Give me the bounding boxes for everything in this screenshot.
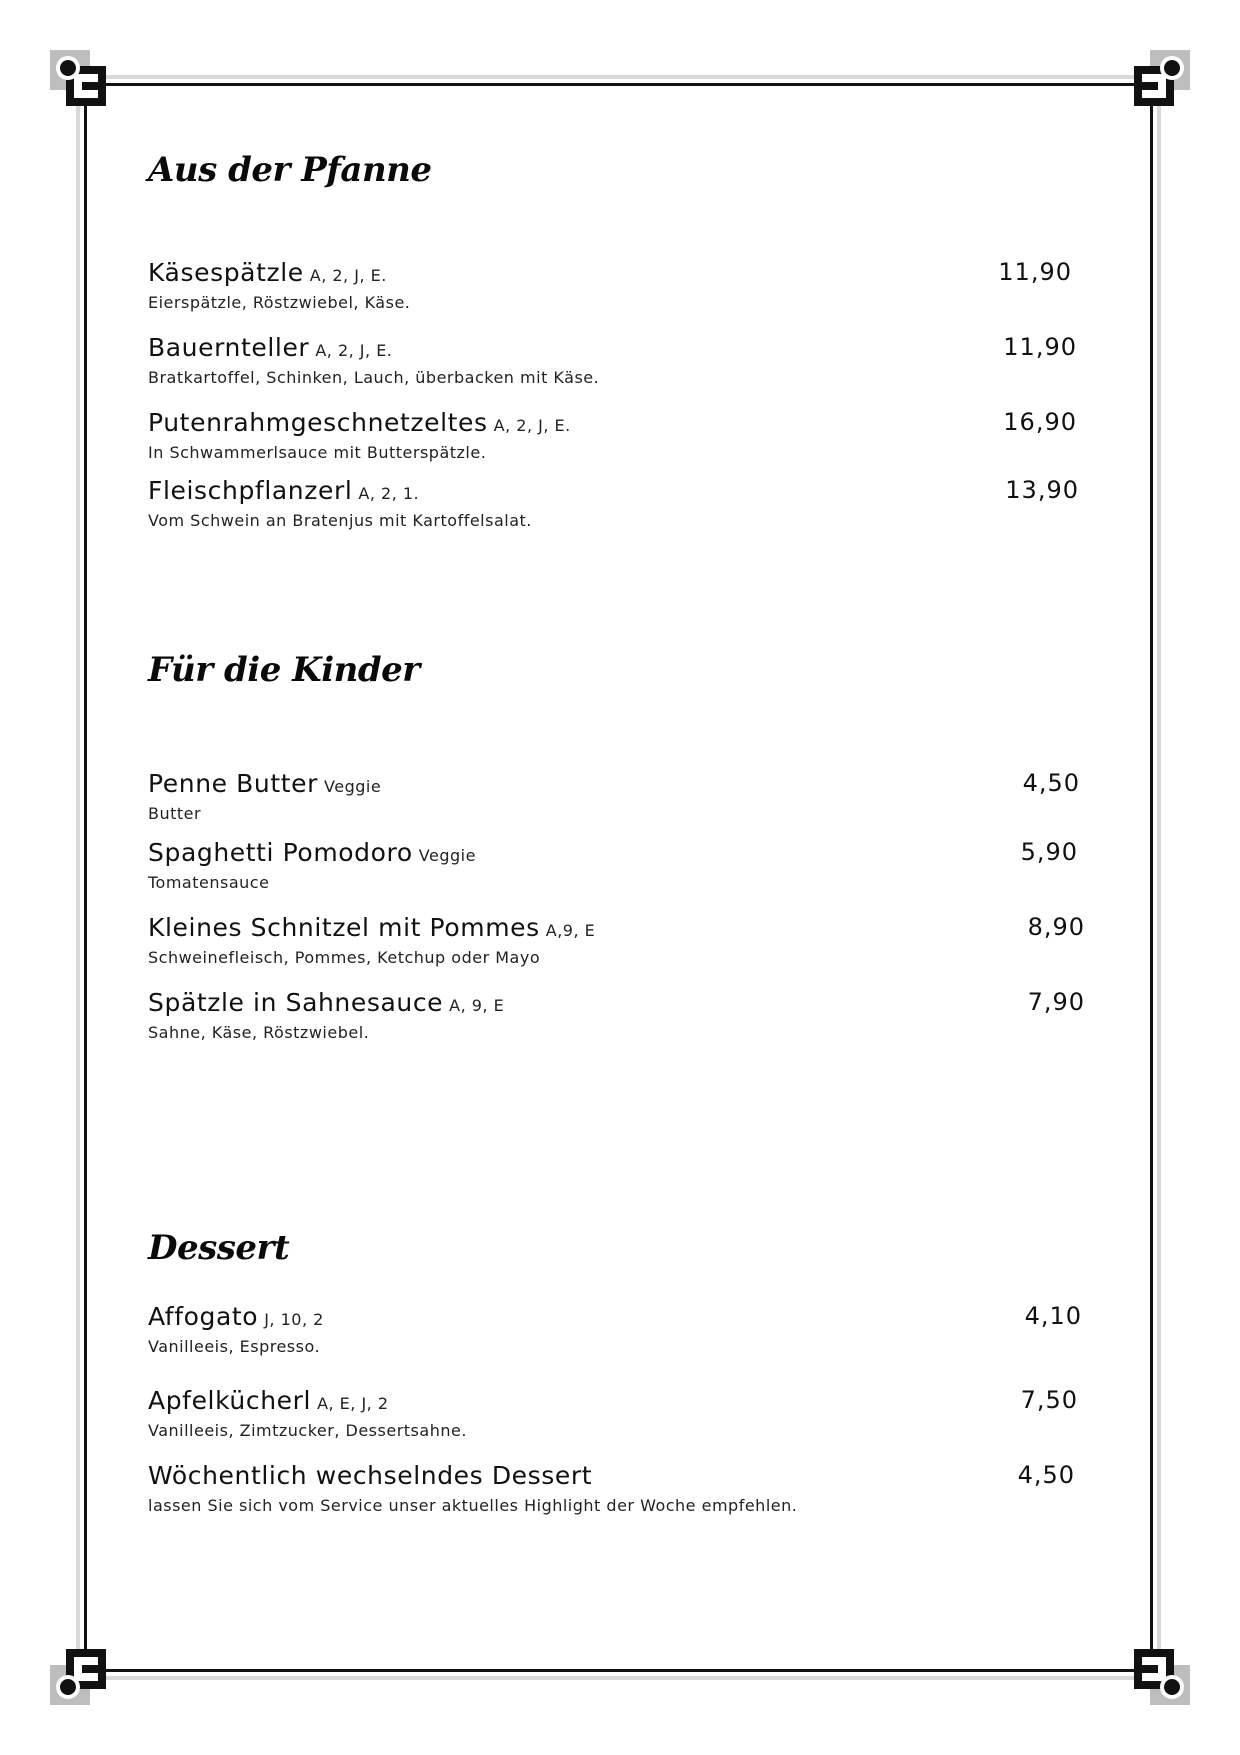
- item-description: Vanilleeis, Espresso.: [148, 1337, 321, 1356]
- corner-ornament-bottom-right: [1126, 1641, 1190, 1705]
- menu-item: [148, 1386, 1088, 1440]
- item-price: 11,90: [998, 258, 1072, 286]
- item-price: 11,90: [1003, 333, 1077, 361]
- item-name: Spaghetti Pomodoro: [148, 838, 413, 867]
- item-price: 4,10: [1024, 1302, 1082, 1330]
- section-title: Aus der Pfanne: [148, 150, 432, 190]
- item-name: Fleischpflanzerl: [148, 476, 353, 505]
- item-description: Sahne, Käse, Röstzwiebel.: [148, 1023, 370, 1042]
- item-name: Spätzle in Sahnesauce: [148, 988, 444, 1017]
- item-name: Apfelkücherl: [148, 1386, 312, 1415]
- item-allergens: A, 2, J, E.: [315, 341, 393, 360]
- item-name: Putenrahmgeschnetzeltes: [148, 408, 488, 437]
- item-description: Vanilleeis, Zimtzucker, Dessertsahne.: [148, 1421, 467, 1440]
- item-allergens: A, 2, J, E.: [493, 416, 571, 435]
- menu-item: [148, 1461, 1088, 1515]
- menu-item: [148, 988, 1088, 1042]
- item-price: 5,90: [1020, 838, 1078, 866]
- item-description: Bratkartoffel, Schinken, Lauch, überbacken mit Käse.: [148, 368, 600, 387]
- item-name: Kleines Schnitzel mit Pommes: [148, 913, 540, 942]
- item-price: 4,50: [1017, 1461, 1075, 1489]
- item-allergens: A, 9, E: [449, 996, 505, 1015]
- item-name: Affogato: [148, 1302, 259, 1331]
- menu-item: [148, 913, 1088, 967]
- item-allergens: A, 2, 1.: [358, 484, 420, 503]
- item-name: Käsespätzle: [148, 258, 304, 287]
- item-allergens: J, 10, 2: [264, 1310, 324, 1329]
- item-allergens: Veggie: [418, 846, 476, 865]
- item-price: 16,90: [1003, 408, 1077, 436]
- item-allergens: Veggie: [324, 777, 382, 796]
- item-price: 13,90: [1005, 476, 1079, 504]
- menu-item: [148, 258, 1088, 312]
- item-price: 4,50: [1022, 769, 1080, 797]
- item-name: Wöchentlich wechselndes Dessert: [148, 1461, 593, 1490]
- menu-item: [148, 769, 1088, 823]
- item-price: 8,90: [1027, 913, 1085, 941]
- corner-ornament-top-right: [1126, 50, 1190, 114]
- item-allergens: A,9, E: [545, 921, 596, 940]
- section-title: Dessert: [148, 1228, 290, 1268]
- corner-ornament-bottom-left: [50, 1641, 114, 1705]
- item-name: Bauernteller: [148, 333, 310, 362]
- menu-item: [148, 476, 1088, 530]
- section-title: Für die Kinder: [148, 650, 420, 690]
- corner-ornament-top-left: [50, 50, 114, 114]
- item-description: Butter: [148, 804, 202, 823]
- item-description: Vom Schwein an Bratenjus mit Kartoffelsalat.: [148, 511, 532, 530]
- item-allergens: A, E, J, 2: [317, 1394, 389, 1413]
- item-description: Eierspätzle, Röstzwiebel, Käse.: [148, 293, 411, 312]
- item-price: 7,90: [1027, 988, 1085, 1016]
- item-description: lassen Sie sich vom Service unser aktuelles Highlight der Woche empfehlen.: [148, 1496, 798, 1515]
- item-description: In Schwammerlsauce mit Butterspätzle.: [148, 443, 487, 462]
- menu-item: [148, 408, 1088, 462]
- menu-item: [148, 333, 1088, 387]
- item-price: 7,50: [1020, 1386, 1078, 1414]
- item-description: Schweinefleisch, Pommes, Ketchup oder Mayo: [148, 948, 541, 967]
- item-description: Tomatensauce: [148, 873, 270, 892]
- item-allergens: A, 2, J, E.: [309, 266, 387, 285]
- menu-item: [148, 1302, 1088, 1356]
- menu-item: [148, 838, 1088, 892]
- item-name: Penne Butter: [148, 769, 319, 798]
